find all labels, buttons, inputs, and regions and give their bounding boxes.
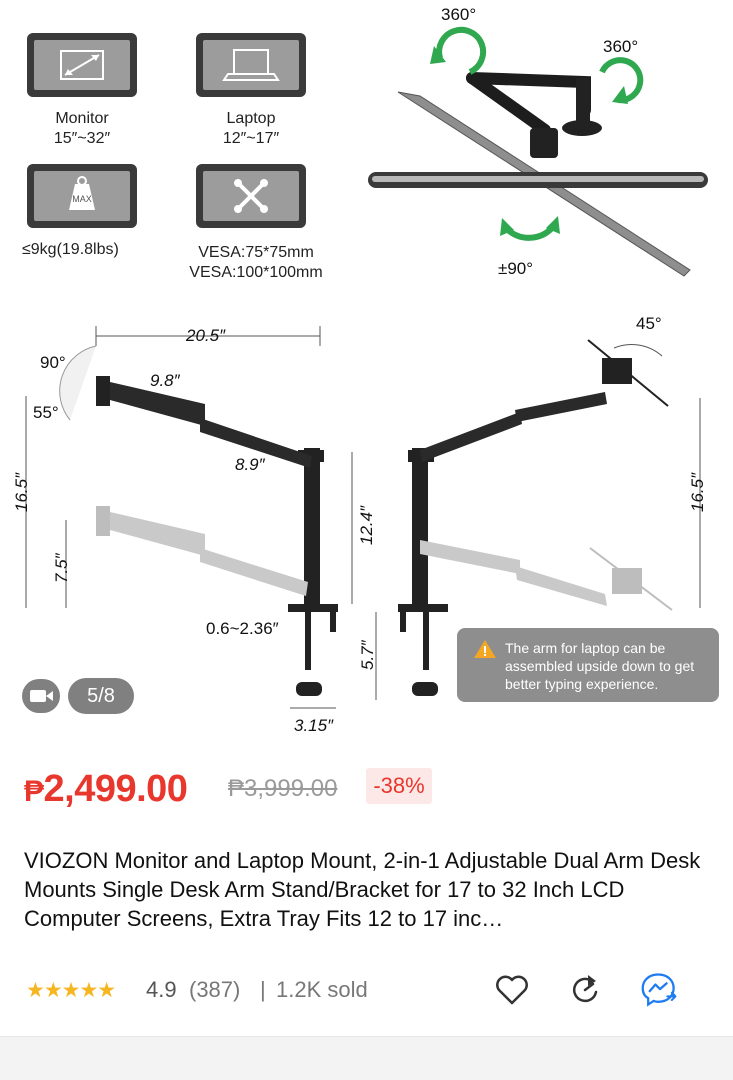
dim-arm-upper: 9.8″ (150, 371, 180, 390)
original-price: ₱3,999.00 (228, 775, 338, 802)
dim-height-lower: 7.5″ (52, 553, 71, 583)
dim-height-right: 16.5″ (688, 472, 707, 512)
product-title: VIOZON Monitor and Laptop Mount, 2-in-1 Adjustable Dual Arm Desk Mounts Single Desk Arm Stand/Bracket for 17 to 32 Inch LCD Computer Screens, Extra Tray Fits 12 to 17 inc… (24, 848, 701, 931)
weight-badge: MAX (72, 194, 92, 204)
tilt-label: ±90° (498, 259, 534, 278)
warning-icon (473, 638, 497, 660)
monitor-range: 15″~32″ (53, 130, 111, 147)
rating-count[interactable]: (387) (189, 977, 241, 1002)
dim-laptop-tilt: 45° (636, 314, 662, 333)
video-button[interactable] (22, 679, 60, 713)
dim-pole-height: 12.4″ (357, 505, 376, 545)
heart-icon[interactable] (492, 970, 532, 1010)
image-counter: 5/8 (68, 678, 134, 714)
laptop-arm-note (457, 628, 719, 702)
sold-count: 1.2K sold (276, 977, 368, 1002)
dim-clamp-range: 0.6~2.36″ (206, 619, 279, 638)
rating-value: 4.9 (146, 977, 177, 1002)
share-icon[interactable] (566, 970, 606, 1010)
dim-clamp-depth: 5.7″ (358, 640, 377, 670)
dim-width-total: 20.5″ (186, 326, 226, 345)
price-row (0, 735, 733, 835)
laptop-range: 12″~17″ (222, 130, 280, 147)
current-price (24, 768, 187, 811)
vesa-large: VESA:100*100mm (189, 264, 323, 281)
dim-tilt-down: 55° (33, 403, 59, 422)
monitor-label: Monitor (55, 110, 109, 127)
rotation-label-left: 360° (441, 5, 477, 24)
messenger-icon[interactable] (640, 970, 680, 1010)
star-rating-icon: ★★★★★ (26, 979, 116, 1002)
currency-symbol: ₱ (24, 775, 44, 808)
bottom-section-divider (0, 1036, 733, 1080)
dim-height-total: 16.5″ (12, 472, 31, 512)
divider: | (260, 977, 266, 1002)
dim-base-width: 3.15″ (294, 716, 334, 735)
laptop-label: Laptop (226, 110, 276, 127)
dim-tilt-up: 90° (40, 353, 66, 372)
weight-text: ≤9kg(19.8lbs) (22, 241, 119, 258)
discount-badge: -38% (366, 768, 432, 804)
rotation-label-right: 360° (603, 37, 639, 56)
note-text: The arm for laptop can be assembled upside down to get better typing experience. (505, 640, 695, 692)
dim-arm-lower: 8.9″ (235, 455, 265, 474)
video-camera-icon (22, 679, 60, 713)
vesa-small: VESA:75*75mm (198, 244, 314, 261)
rating-row (0, 958, 733, 1022)
current-price-value: 2,499.00 (43, 768, 188, 810)
